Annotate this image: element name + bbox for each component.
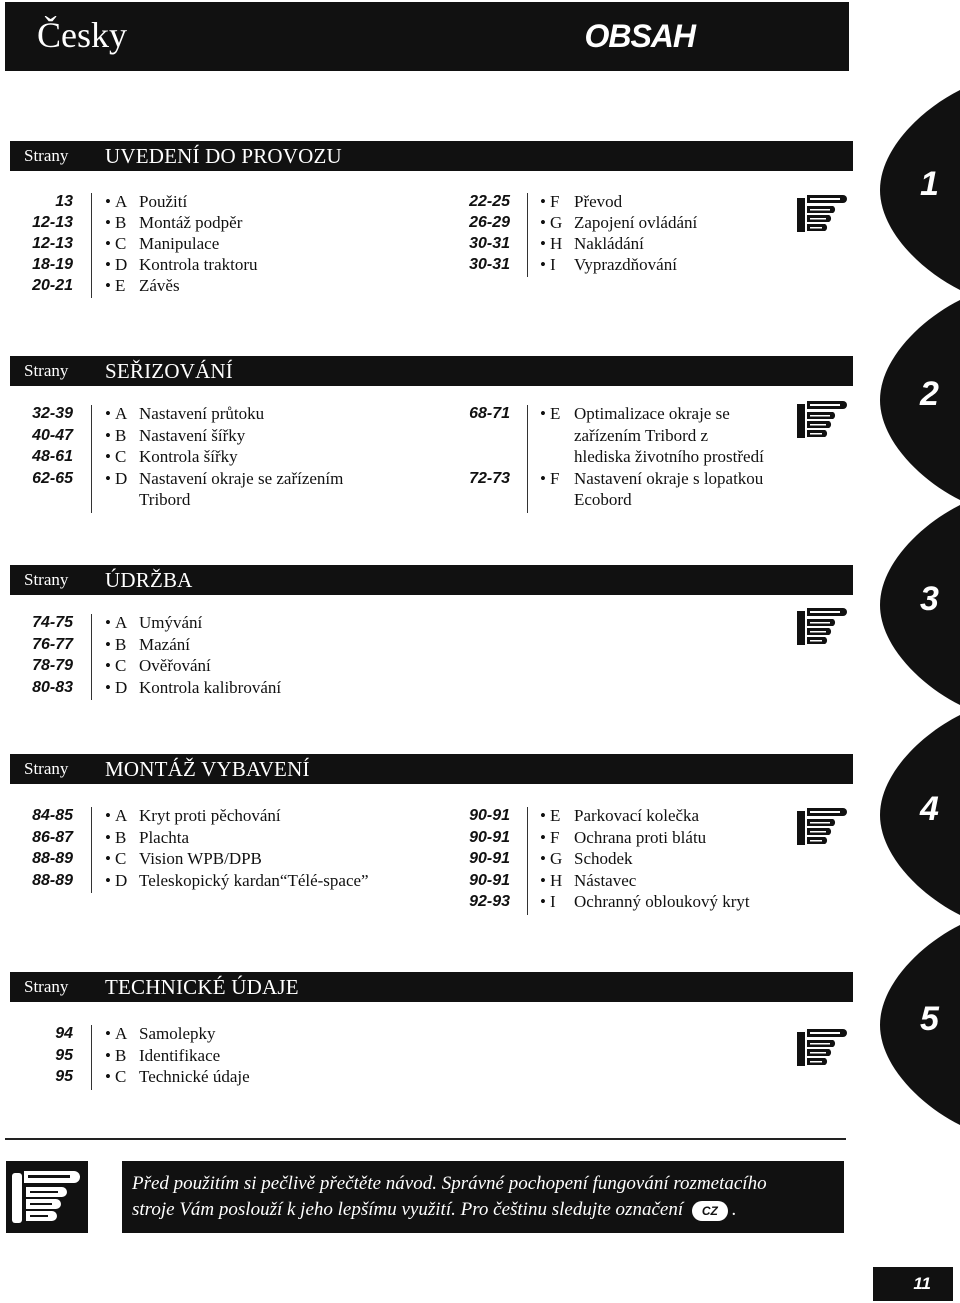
item-text: Samolepky	[139, 1024, 216, 1043]
item-letter: B	[115, 634, 127, 654]
right-item-list	[540, 191, 697, 275]
page-range: 62-65	[32, 469, 73, 487]
list-item	[540, 848, 750, 870]
section-tab	[880, 505, 960, 705]
page-range: 90-91	[469, 850, 510, 867]
list-item	[105, 827, 369, 849]
list-item	[540, 233, 697, 254]
list-item	[105, 805, 369, 827]
item-text: Nastavení okraje s lopatkou Ecobord	[574, 468, 764, 509]
page-range: 20-21	[32, 277, 73, 294]
item-text: Kontrola šířky	[139, 447, 238, 466]
page-range: 12-13	[32, 235, 73, 252]
list-item	[540, 827, 750, 849]
column-divider	[91, 1025, 92, 1090]
list-item	[105, 446, 343, 468]
item-letter: I	[550, 892, 556, 911]
list-item	[540, 468, 764, 511]
list-item	[105, 425, 343, 447]
instruction-note	[122, 1161, 844, 1233]
bullet: •	[105, 468, 111, 488]
pages-label: Strany	[24, 361, 69, 380]
item-letter: C	[115, 849, 127, 868]
list-item	[540, 191, 697, 212]
list-item	[105, 254, 258, 275]
item-letter: D	[115, 468, 128, 488]
page-range: 84-85	[32, 807, 73, 824]
item-text: Kryt proti pěchování	[139, 806, 281, 825]
section-tab-number: 1	[920, 165, 939, 203]
page-range: 26-29	[469, 214, 510, 231]
pointing-hand-icon	[6, 1161, 88, 1233]
item-letter: H	[550, 870, 563, 890]
left-item-list	[105, 403, 343, 511]
section-title: TECHNICKÉ ÚDAJE	[105, 975, 299, 999]
bullet: •	[105, 255, 111, 274]
bullet: •	[105, 1024, 111, 1043]
list-item	[105, 1066, 250, 1088]
item-letter: D	[115, 677, 128, 697]
page-range: 48-61	[32, 448, 73, 465]
bullet: •	[540, 192, 546, 211]
left-page-numbers	[3, 403, 73, 489]
list-item	[105, 212, 258, 233]
bullet: •	[105, 656, 111, 675]
item-letter: F	[550, 827, 560, 847]
item-letter: I	[550, 255, 556, 274]
item-letter: C	[115, 447, 127, 466]
left-page-numbers	[3, 1023, 73, 1088]
section-header-bar	[10, 565, 853, 595]
item-text: Optimalizace okraje se zařízením Tribord z hlediska životního prostředí	[574, 404, 764, 466]
item-text: Ochranný obloukový kryt	[574, 892, 750, 911]
bullet: •	[105, 447, 111, 466]
note-text	[132, 1171, 767, 1223]
page-title: OBSAH	[584, 18, 695, 54]
bullet: •	[105, 1045, 111, 1065]
item-letter: F	[550, 192, 560, 211]
list-item	[540, 891, 750, 913]
section-header-bar	[10, 972, 853, 1002]
page-range: 80-83	[32, 678, 73, 696]
page-header	[5, 2, 849, 71]
item-text: Vision WPB/DPB	[139, 849, 262, 868]
item-letter: G	[550, 213, 563, 232]
bullet: •	[105, 849, 111, 868]
column-divider	[527, 193, 528, 277]
bullet: •	[105, 213, 111, 232]
item-letter: C	[115, 234, 127, 253]
bullet: •	[540, 892, 546, 911]
page-range: 32-39	[32, 405, 73, 422]
bullet: •	[105, 234, 111, 253]
page-range: 78-79	[32, 657, 73, 674]
language-label: Česky	[37, 15, 127, 55]
section-tab	[880, 925, 960, 1125]
list-item	[540, 870, 750, 892]
bullet: •	[540, 468, 546, 488]
page-range: 94	[55, 1025, 73, 1042]
pointing-hand-icon	[795, 398, 849, 442]
column-divider	[91, 614, 92, 700]
left-item-list	[105, 805, 369, 891]
note-line-1: Před použitím si pečlivě přečtěte návod. Správné pochopení fungování rozmetacího	[132, 1173, 767, 1194]
section-tab-number: 5	[920, 1000, 939, 1038]
section-title: SEŘIZOVÁNÍ	[105, 359, 233, 383]
item-text: Vyprazdňování	[574, 255, 677, 274]
column-divider	[527, 405, 528, 513]
list-item	[105, 677, 281, 699]
right-page-numbers	[440, 805, 510, 913]
item-text: Teleskopický kardan“Télé-space”	[139, 870, 369, 890]
list-item	[540, 254, 697, 275]
list-item	[105, 468, 343, 511]
section-tab-number: 3	[920, 580, 939, 618]
item-letter: B	[115, 425, 127, 445]
item-letter: C	[115, 1067, 127, 1086]
left-item-list	[105, 1023, 250, 1088]
cz-badge: CZ	[692, 1201, 728, 1221]
page-range: 30-31	[469, 235, 510, 252]
item-text: Nastavení průtoku	[139, 404, 265, 423]
bullet: •	[105, 806, 111, 825]
item-letter: C	[115, 656, 127, 675]
item-letter: A	[115, 806, 128, 825]
item-text: Technické údaje	[139, 1067, 250, 1086]
item-text: Ochrana proti blátu	[574, 827, 707, 847]
item-letter: F	[550, 468, 560, 488]
pages-label: Strany	[24, 570, 69, 589]
pointing-hand-icon	[795, 1026, 849, 1070]
item-letter: E	[550, 404, 561, 423]
section-tab	[880, 715, 960, 915]
item-text: Nakládání	[574, 234, 644, 253]
section-tab	[880, 90, 960, 290]
list-item	[105, 612, 281, 634]
item-letter: D	[115, 870, 128, 890]
left-item-list	[105, 612, 281, 698]
right-item-list	[540, 403, 764, 511]
item-text: Kontrola kalibrování	[139, 677, 282, 697]
page-range: 22-25	[469, 193, 510, 210]
note-end: .	[731, 1199, 737, 1220]
pointing-hand-icon	[795, 192, 849, 236]
item-letter: A	[115, 1024, 128, 1043]
bullet: •	[105, 425, 111, 445]
left-page-numbers	[3, 191, 73, 296]
left-item-list	[105, 191, 258, 296]
bullet: •	[540, 404, 546, 423]
column-divider	[91, 193, 92, 298]
page-range: 30-31	[469, 256, 510, 273]
item-text: Závěs	[139, 276, 180, 295]
item-text: Schodek	[574, 849, 633, 868]
bullet: •	[105, 1067, 111, 1086]
item-text: Plachta	[139, 827, 190, 847]
pointing-hand-icon	[795, 605, 849, 649]
page-range: 92-93	[469, 893, 510, 910]
item-text: Parkovací kolečka	[574, 806, 700, 825]
list-item	[105, 1023, 250, 1045]
bullet: •	[540, 234, 546, 253]
list-item	[105, 403, 343, 425]
item-letter: B	[115, 213, 127, 232]
page-range: 88-89	[32, 871, 73, 889]
pages-label: Strany	[24, 146, 69, 165]
note-line-2: stroje Vám poslouží k jeho lepšímu využití. Pro češtinu sledujte označení	[132, 1199, 684, 1220]
section-header-bar	[10, 141, 853, 171]
page-number: 11	[873, 1267, 953, 1301]
page-range: 90-91	[469, 807, 510, 824]
page-range: 95	[55, 1046, 73, 1064]
section-title: ÚDRŽBA	[105, 568, 193, 592]
list-item	[105, 275, 258, 296]
divider	[5, 1138, 846, 1140]
item-letter: B	[115, 827, 127, 847]
column-divider	[91, 405, 92, 513]
page-range: 18-19	[32, 256, 73, 273]
item-letter: D	[115, 255, 128, 274]
item-text: Ověřování	[139, 656, 211, 675]
list-item	[105, 634, 281, 656]
right-page-numbers	[440, 191, 510, 275]
page-range: 12-13	[32, 214, 73, 231]
right-item-list	[540, 805, 750, 913]
page-range: 90-91	[469, 828, 510, 846]
section-title: MONTÁŽ VYBAVENÍ	[105, 757, 310, 781]
section-tab	[880, 300, 960, 500]
item-text: Zapojení ovládání	[574, 213, 698, 232]
item-text: Nastavení okraje se zařízením Tribord	[139, 468, 344, 509]
page-range: 13	[55, 193, 73, 210]
bullet: •	[105, 276, 111, 295]
bullet: •	[540, 255, 546, 274]
bullet: •	[105, 870, 111, 890]
page-range	[440, 425, 510, 447]
section-header-bar	[10, 356, 853, 386]
item-text: Umývání	[139, 613, 203, 632]
item-letter: A	[115, 404, 128, 423]
page-range: 76-77	[32, 635, 73, 653]
bullet: •	[105, 404, 111, 423]
section-tab-number: 4	[920, 790, 939, 828]
item-text: Mazání	[139, 634, 190, 654]
item-text: Identifikace	[139, 1045, 221, 1065]
item-letter: E	[115, 276, 126, 295]
page-range: 95	[55, 1068, 73, 1085]
page-range: 72-73	[469, 469, 510, 487]
bullet: •	[105, 827, 111, 847]
list-item	[105, 848, 369, 870]
page-range: 90-91	[469, 871, 510, 889]
item-text: Nastavení šířky	[139, 425, 246, 445]
page-range: 88-89	[32, 850, 73, 867]
right-page-numbers	[440, 403, 510, 489]
bullet: •	[540, 870, 546, 890]
item-letter: G	[550, 849, 563, 868]
item-text: Montáž podpěr	[139, 213, 243, 232]
list-item	[105, 233, 258, 254]
list-item	[105, 870, 369, 892]
bullet: •	[105, 192, 111, 211]
bullet: •	[540, 213, 546, 232]
left-page-numbers	[3, 805, 73, 891]
page-range: 68-71	[469, 405, 510, 422]
list-item	[105, 191, 258, 212]
item-text: Kontrola traktoru	[139, 255, 258, 274]
page-range: 40-47	[32, 426, 73, 444]
bullet: •	[105, 634, 111, 654]
list-item	[105, 1045, 250, 1067]
bullet: •	[540, 806, 546, 825]
page-range: 86-87	[32, 828, 73, 846]
item-text: Použití	[139, 192, 188, 211]
list-item	[540, 805, 750, 827]
list-item	[540, 403, 764, 468]
column-divider	[527, 807, 528, 915]
item-text: Převod	[574, 192, 623, 211]
item-text: Manipulace	[139, 234, 220, 253]
list-item	[540, 212, 697, 233]
item-text: Nástavec	[574, 870, 637, 890]
left-page-numbers	[3, 612, 73, 698]
section-header-bar	[10, 754, 853, 784]
item-letter: H	[550, 234, 563, 253]
page-range	[440, 446, 510, 468]
section-tab-number: 2	[920, 375, 939, 413]
page-range: 74-75	[32, 614, 73, 631]
pointing-hand-icon	[795, 805, 849, 849]
bullet: •	[540, 849, 546, 868]
bullet: •	[105, 613, 111, 632]
item-letter: A	[115, 613, 128, 632]
item-letter: B	[115, 1045, 127, 1065]
column-divider	[91, 807, 92, 893]
pages-label: Strany	[24, 759, 69, 778]
item-letter: A	[115, 192, 128, 211]
item-letter: E	[550, 806, 561, 825]
pages-label: Strany	[24, 977, 69, 996]
section-title: UVEDENÍ DO PROVOZU	[105, 144, 342, 168]
list-item	[105, 655, 281, 677]
bullet: •	[105, 677, 111, 697]
bullet: •	[540, 827, 546, 847]
